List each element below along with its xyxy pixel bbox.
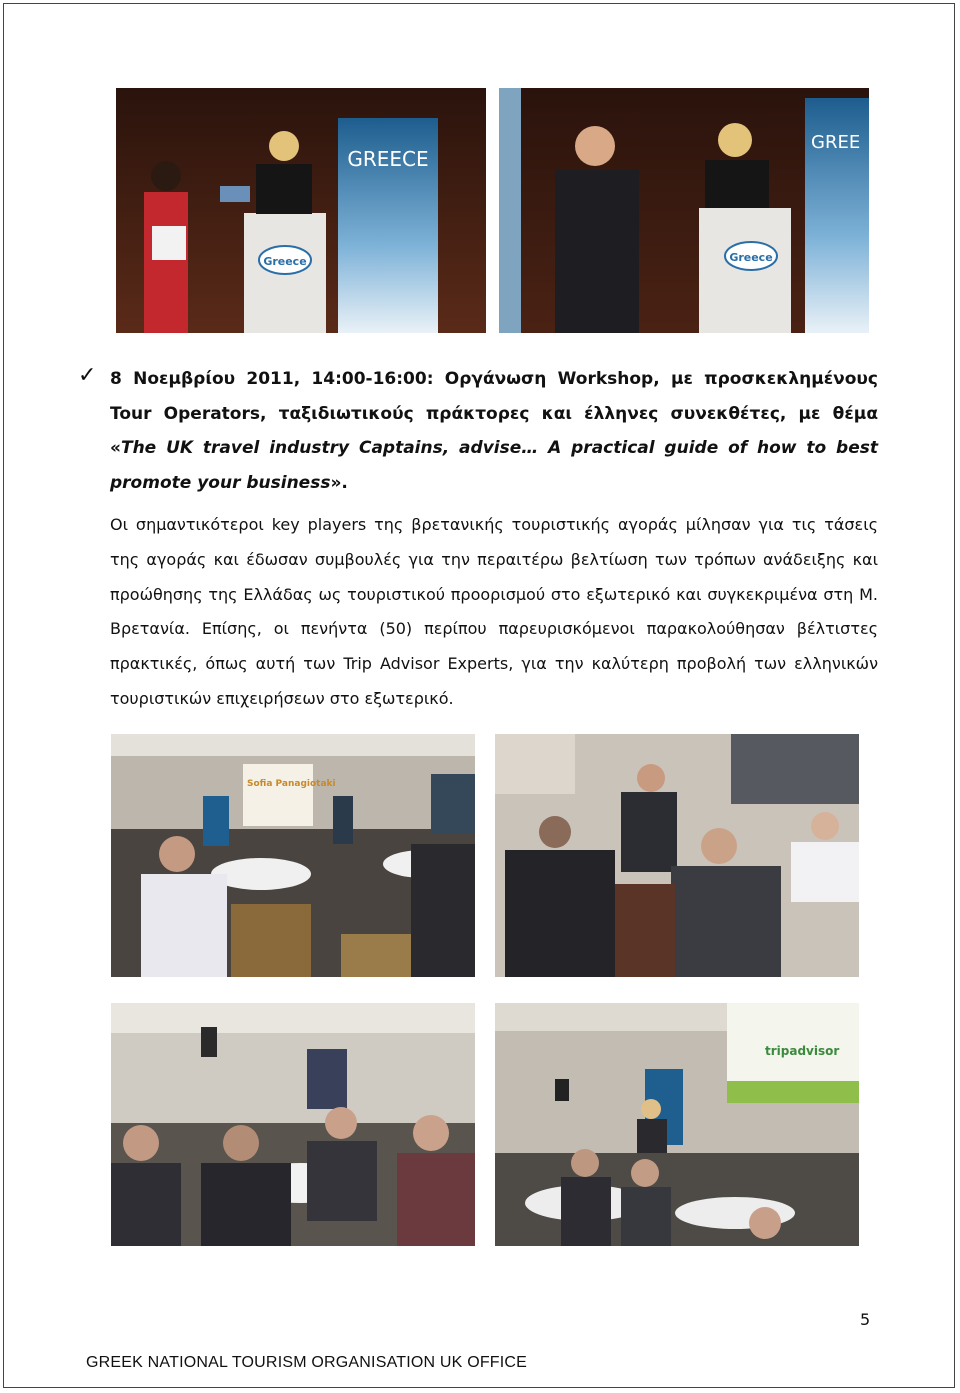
checkmark-icon: ✓ (78, 363, 97, 388)
podium-logo-text: Greece (263, 255, 307, 268)
photo-conference-room-screen (111, 734, 475, 977)
heading-bold-part: 8 Νοεμβρίου 2011, 14:00-16:00: Οργάνωση Workshop, με προσκεκλημένους Tour Operators, ταξιδιωτικούς πράκτορες και έλληνες συνεκθέτες, με θέμα « (110, 369, 878, 458)
screen-name-text: Sofia Panagiotaki (247, 779, 336, 789)
photo-conference-attendees (495, 734, 859, 977)
banner-greece-cropped-text: GREE (811, 132, 861, 153)
heading-closing: ». (330, 472, 348, 493)
photo-presenters-left (116, 88, 486, 333)
footer-organisation: GREEK NATIONAL TOURISM ORGANISATION UK OFFICE (86, 1354, 528, 1371)
event-heading (110, 362, 878, 500)
page-number: 5 (860, 1310, 871, 1329)
body-paragraph: Οι σημαντικότεροι key players της βρετανικής τουριστικής αγοράς μίλησαν για τις τάσεις της αγοράς και έδωσαν συμβουλές για την περαιτέρω βελτίωση των τρόπων ανάδειξης και προώθησης της Ελλάδας ως τουριστικού προορισμού στο εξωτερικό και συγκεκριμένα στη Μ. Βρετανία. Επίσης, οι πενήντα (50) περίπου παρευρισκόμενοι παρακολούθησαν βέλτιστες πρακτικές, όπως αυτή των Trip Advisor Experts, για την καλύτερη προβολή των ελληνικών τουριστικών επιχειρήσεων στο εξωτερικό. (110, 515, 878, 708)
heading-italic-part: The UK travel industry Captains, advise… A practical guide of how to best promote your business (110, 438, 878, 493)
screen-tripadvisor-logo: tripadvisor (765, 1044, 840, 1058)
photo-tripadvisor-presentation (495, 1003, 859, 1246)
podium-logo-text-2: Greece (729, 251, 773, 264)
photo-presenters-right (499, 88, 869, 333)
banner-greece-text: GREECE (347, 147, 429, 171)
photo-attendees-tables (111, 1003, 475, 1246)
